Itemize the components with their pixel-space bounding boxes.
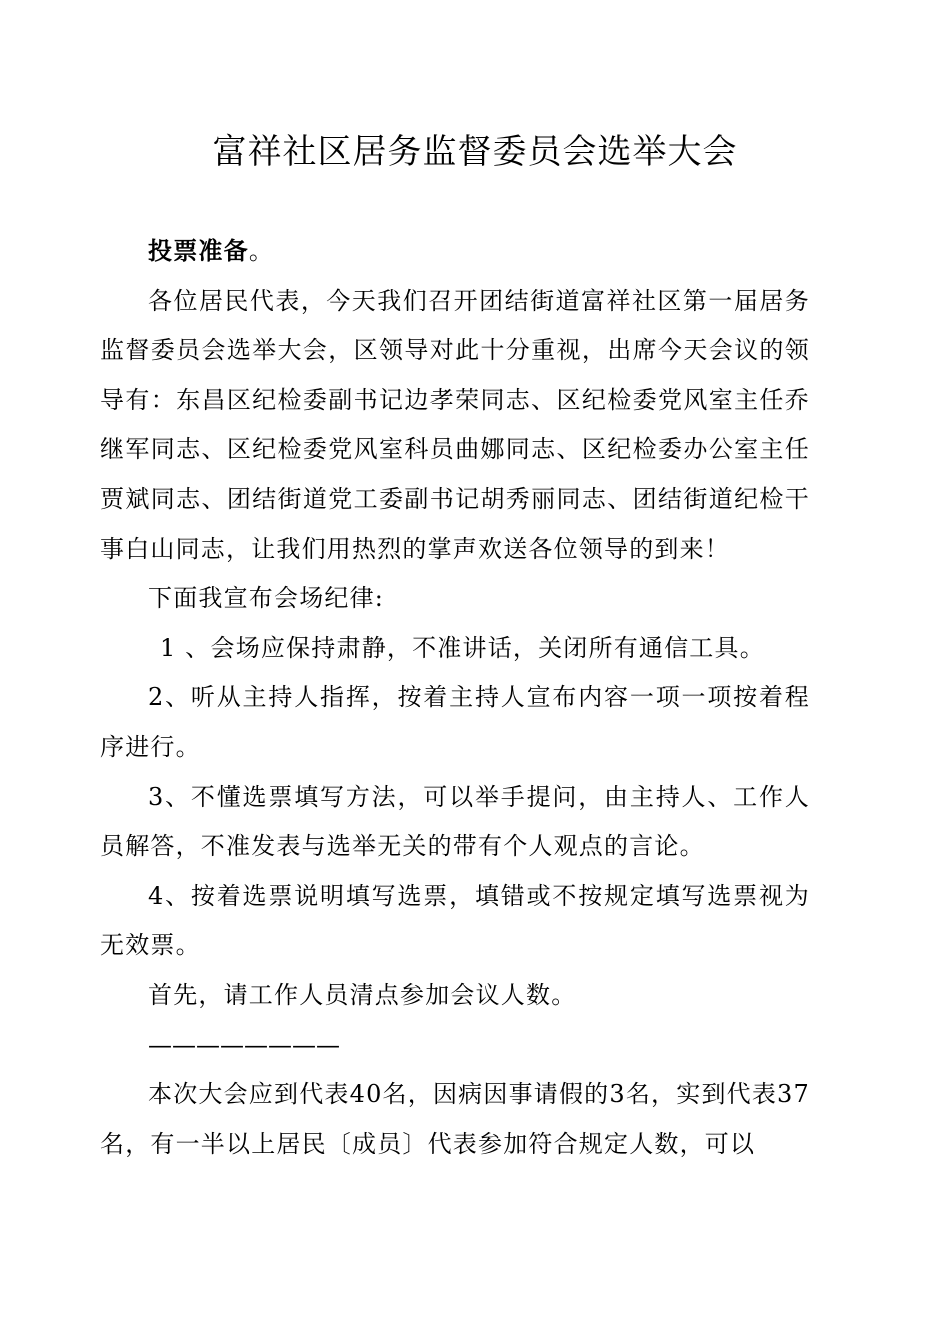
paragraph-discipline-intro: 下面我宣布会场纪律: <box>148 584 385 613</box>
paragraph-headcount: 首先，请工作人员清点参加会议人数。 <box>148 980 577 1009</box>
paragraph-attendance: 本次大会应到代表40名，因病因事请假的3名，实到代表37名，有一半以上居民〔成员〕代表参加符合规定人数，可以 <box>100 1080 810 1158</box>
document-title: 富祥社区居务监督委员会选举大会 <box>212 132 738 172</box>
paragraph-divider: ———————— <box>148 1030 340 1059</box>
paragraph-rule-1: 1 、会场应保持肃静，不准讲话，关闭所有通信工具。 <box>160 633 765 662</box>
document-body <box>100 226 810 1169</box>
paragraph-intro: 各位居民代表，今天我们召开团结街道富祥社区第一届居务监督委员会选举大会，区领导对此十分重视，出席今天会议的领导有：东昌区纪检委副书记边孝荣同志、区纪检委党风室主任乔继军同志、区纪检委党风室科员曲娜同志、区纪检委办公室主任贾斌同志、团结街道党工委副书记胡秀丽同志、团结街道纪检干事白山同志，让我们用热烈的掌声欢送各位领导的到来！ <box>100 286 810 563</box>
section-heading-paragraph <box>100 226 810 277</box>
section-heading: 投票准备 <box>148 236 249 265</box>
section-heading-punctuation: 。 <box>248 237 275 265</box>
paragraph-rule-2: 2、听从主持人指挥，按着主持人宣布内容一项一项按着程序进行。 <box>100 683 810 761</box>
paragraph-rule-4: 4、按着选票说明填写选票，填错或不按规定填写选票视为无效票。 <box>100 881 810 960</box>
paragraph-rule-3: 3、不懂选票填写方法，可以举手提问，由主持人、工作人员解答，不准发表与选举无关的带有个人观点的言论。 <box>100 782 810 861</box>
